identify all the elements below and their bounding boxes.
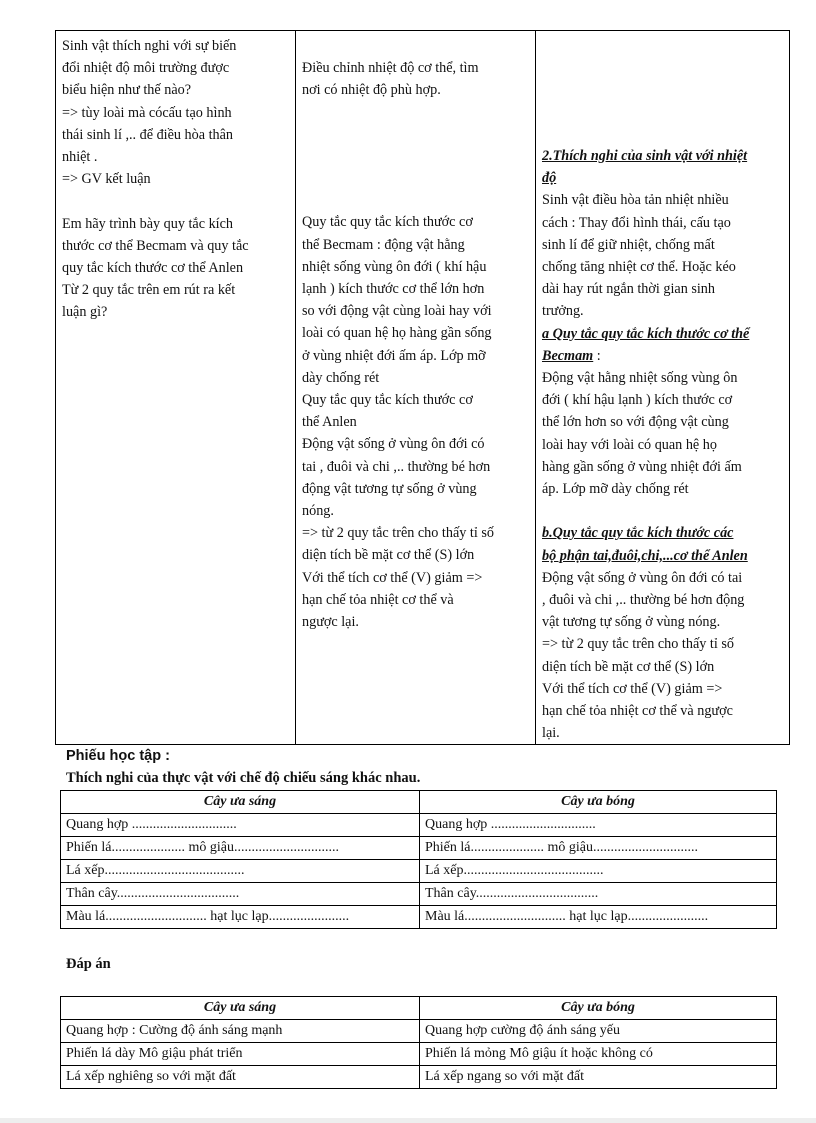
text-line: nhiệt sống vùng ôn đới ( khí hậu	[302, 258, 487, 275]
text-line: => tùy loài mà cócấu tạo hình	[62, 104, 232, 121]
teacher-activity-text	[62, 35, 289, 324]
column-header-shade-plants: Cây ưa bóng	[420, 997, 777, 1020]
cell-sun-plants: Lá xếp nghiêng so với mặt đất	[61, 1066, 420, 1089]
text-line: loài có quan hệ họ hàng gần sống	[302, 325, 492, 342]
text-line: Động vật sống ở vùng ôn đới có	[302, 436, 485, 453]
rule-heading-becmam: Becmam	[542, 347, 594, 364]
text-line: thái sinh lí ,.. để điều hòa thân	[62, 126, 234, 143]
text-line: luận gì?	[62, 304, 108, 321]
text-line: Điều chỉnh nhiệt độ cơ thể, tìm	[302, 60, 479, 76]
text-line: ở vùng nhiệt đới ấm áp. Lớp mỡ	[302, 347, 486, 364]
rule-heading-anlen: b.Quy tắc quy tắc kích thước các	[542, 525, 734, 542]
worksheet-table	[60, 790, 777, 929]
text-line: sinh lí để giữ nhiệt, chống mất	[542, 236, 715, 253]
page-bottom-edge	[0, 1118, 816, 1123]
paragraph	[542, 367, 783, 500]
table-row	[61, 1066, 777, 1089]
cell-sun-plants: Quang hợp : Cường độ ánh sáng mạnh	[61, 1020, 420, 1043]
worksheet-subtitle: Thích nghi của thực vật với chế độ chiếu sáng khác nhau.	[66, 770, 421, 786]
cell-shade-plants: Phiến lá..................... mô giậu..............................	[420, 837, 777, 860]
content-cell	[536, 31, 790, 745]
text-line: => từ 2 quy tắc trên cho thấy tỉ số	[542, 636, 734, 653]
text-line: thể Anlen	[302, 414, 357, 431]
text-line: Quy tắc quy tắc kích thước cơ	[302, 392, 473, 409]
text-line: hạn chế tỏa nhiệt cơ thể và	[302, 591, 454, 608]
section-heading: độ	[542, 170, 557, 187]
student-answer-top	[302, 57, 529, 101]
column-header-sun-plants: Cây ưa sáng	[61, 791, 420, 814]
text-line: diện tích bề mặt cơ thể (S) lớn	[302, 547, 475, 564]
cell-sun-plants: Thân cây...................................	[61, 883, 420, 906]
text-line: hạn chế tỏa nhiệt cơ thể và ngược	[542, 703, 733, 720]
answer-table	[60, 996, 777, 1089]
text-line: Quy tắc quy tắc kích thước cơ	[302, 214, 473, 231]
table-row	[61, 860, 777, 883]
text-line: Với thể tích cơ thể (V) giảm =>	[542, 680, 723, 697]
cell-shade-plants: Màu lá............................. hạt lục lạp.......................	[420, 906, 777, 929]
column-header-shade-plants: Cây ưa bóng	[420, 791, 777, 814]
text-line: lạnh ) kích thước cơ thể lớn hơn	[302, 281, 485, 298]
table-row	[61, 837, 777, 860]
text-line: Từ 2 quy tắc trên em rút ra kết	[62, 282, 236, 299]
cell-shade-plants: Lá xếp ngang so với mặt đất	[420, 1066, 777, 1089]
text-line: dài hay rút ngắn thời gian sinh	[542, 281, 715, 298]
rule-heading-anlen: bộ phận tai,đuôi,chi,...cơ thể Anlen	[542, 547, 748, 564]
text-line: áp. Lớp mỡ dày chống rét	[542, 481, 689, 498]
rule-heading-becmam: a Quy tắc quy tắc kích thước cơ thể	[542, 325, 750, 342]
cell-sun-plants: Lá xếp........................................	[61, 860, 420, 883]
text-line: quy tắc kích thước cơ thể Anlen	[62, 260, 244, 277]
text-line: vật tương tự sống ở vùng nóng.	[542, 614, 721, 631]
heading-colon: :	[593, 347, 601, 364]
teacher-activity-cell	[56, 31, 296, 745]
content-section-temperature	[542, 145, 783, 744]
text-line: nhiệt .	[62, 149, 98, 166]
text-line: nóng.	[302, 503, 334, 520]
text-line: biểu hiện như thế nào?	[62, 82, 192, 99]
cell-shade-plants: Phiến lá mỏng Mô giậu ít hoặc không có	[420, 1043, 777, 1066]
text-line: chống tăng nhiệt cơ thể. Hoặc kéo	[542, 259, 736, 276]
paragraph	[542, 189, 783, 322]
cell-sun-plants: Quang hợp ..............................	[61, 814, 420, 837]
text-line: thước cơ thể Becmam và quy tắc	[62, 237, 249, 254]
text-line: thể Becmam : động vật hằng	[302, 236, 465, 253]
table-row	[61, 1043, 777, 1066]
cell-sun-plants: Phiến lá dày Mô giậu phát triển	[61, 1043, 420, 1066]
text-line: tai , đuôi và chi ,.. thường bé hơn	[302, 458, 491, 475]
cell-shade-plants: Quang hợp cường độ ánh sáng yếu	[420, 1020, 777, 1043]
table-row	[61, 1020, 777, 1043]
cell-shade-plants: Quang hợp ..............................	[420, 814, 777, 837]
paragraph	[542, 567, 783, 745]
text-line: ngược lại.	[302, 614, 359, 631]
cell-shade-plants: Thân cây...................................	[420, 883, 777, 906]
column-header-sun-plants: Cây ưa sáng	[61, 997, 420, 1020]
text-line: dày chống rét	[302, 369, 380, 386]
text-line: Em hãy trình bày quy tắc kích	[62, 215, 233, 232]
student-activity-cell	[296, 31, 536, 745]
text-line: diện tích bề mặt cơ thể (S) lớn	[542, 658, 715, 675]
cell-shade-plants: Lá xếp........................................	[420, 860, 777, 883]
text-line	[62, 190, 289, 212]
text-line: Với thể tích cơ thể (V) giảm =>	[302, 569, 483, 586]
text-line: => từ 2 quy tắc trên cho thấy tỉ số	[302, 525, 494, 542]
text-line: lại.	[542, 725, 560, 742]
text-line: cách : Thay đổi hình thái, cấu tạo	[542, 214, 731, 231]
table-row	[61, 814, 777, 837]
text-line: => GV kết luận	[62, 171, 151, 188]
section-heading: 2.Thích nghi của sinh vật với nhiệt	[542, 148, 748, 164]
text-line: , đuôi và chi ,.. thường bé hơn động	[542, 592, 745, 609]
lesson-table	[55, 30, 790, 745]
text-line: trưởng.	[542, 303, 584, 320]
text-line: nơi có nhiệt độ phù hợp.	[302, 82, 441, 99]
text-line: Động vật sống ở vùng ôn đới có tai	[542, 569, 743, 586]
text-line: Sinh vật thích nghi với sự biến	[62, 38, 237, 54]
table-row	[61, 906, 777, 929]
text-line: so với động vật cùng loài hay với	[302, 303, 492, 320]
text-line: thể lớn hơn so với động vật cùng	[542, 414, 729, 431]
text-line: Sinh vật điều hòa tản nhiệt nhiều	[542, 192, 729, 209]
cell-sun-plants: Màu lá............................. hạt lục lạp.......................	[61, 906, 420, 929]
text-line: Động vật hằng nhiệt sống vùng ôn	[542, 370, 738, 387]
text-line: động vật tương tự sống ở vùng	[302, 480, 477, 497]
text-line: đới ( khí hậu lạnh ) kích thước cơ	[542, 392, 733, 409]
text-line: hàng gần sống ở vùng nhiệt đới ấm	[542, 458, 742, 475]
worksheet-title: Phiếu học tập :	[66, 748, 170, 764]
text-line: loài hay với loài có quan hệ họ	[542, 436, 717, 453]
text-line: đổi nhiệt độ môi trường được	[62, 60, 230, 77]
student-answer-rules	[302, 211, 529, 633]
cell-sun-plants: Phiến lá..................... mô giậu..............................	[61, 837, 420, 860]
table-row	[61, 883, 777, 906]
answer-title: Đáp án	[66, 956, 111, 972]
